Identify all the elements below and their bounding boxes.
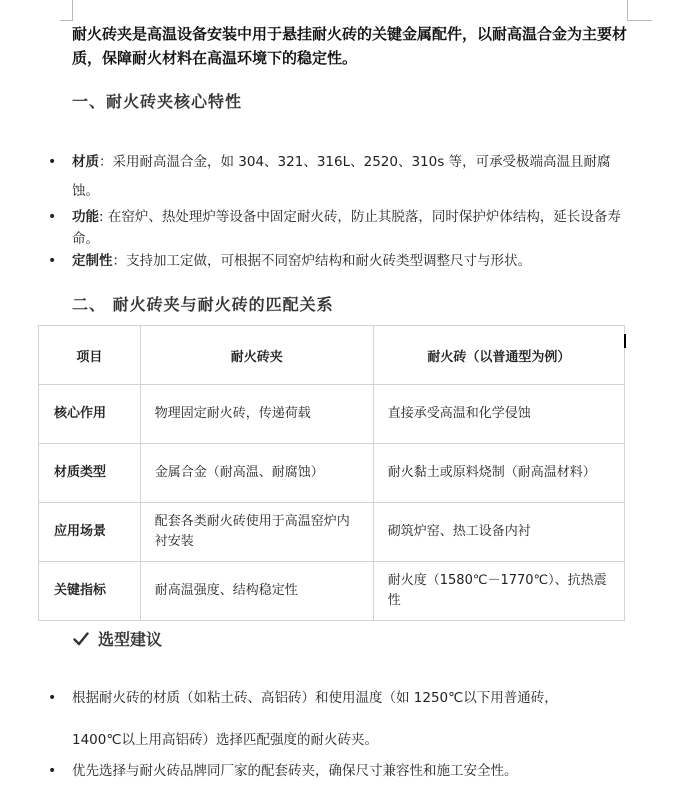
table-row (39, 562, 625, 621)
advice-heading[interactable] (72, 627, 162, 650)
check-icon (72, 630, 90, 648)
table-cell[interactable]: 砌筑炉窑、热工设备内衬 (373, 503, 624, 562)
table-cell[interactable]: 耐高温强度、结构稳定性 (140, 562, 373, 621)
margin-corner-mark-left (60, 0, 73, 21)
advice-title: 选型建议 (98, 630, 163, 649)
list-item[interactable] (44, 250, 634, 272)
list-item-term: 功能 (72, 209, 99, 225)
table-header-cell[interactable]: 项目 (39, 326, 141, 385)
list-item[interactable] (44, 760, 634, 782)
list-item-term: 定制性 (72, 253, 113, 269)
table-cell[interactable]: 耐火度（1580℃－1770℃）、抗热震性 (373, 562, 624, 621)
list-item-text: 根据耐火砖的材质（如粘土砖、高铝砖）和使用温度（如 1250℃以下用普通砖， (72, 690, 558, 706)
table-cell[interactable]: 物理固定耐火砖，传递荷载 (140, 385, 373, 444)
bullet-icon: • (48, 253, 57, 269)
list-item-text: 采用耐高温合金，如 304、321、316L、2520、310s 等，可承受极端高温且耐腐蚀。 (72, 154, 611, 199)
table-header-cell[interactable]: 耐火砖（以普通型为例） (373, 326, 624, 385)
list-item-separator: : (99, 209, 104, 225)
bullet-icon: • (48, 154, 57, 170)
advice-bullet-list (44, 685, 634, 782)
section2-heading[interactable]: 二、 耐火砖夹与耐火砖的匹配关系 (72, 295, 334, 314)
table-row-head[interactable]: 材质类型 (39, 444, 141, 503)
list-item[interactable] (44, 685, 634, 754)
margin-corner-mark-right (627, 0, 652, 21)
text-cursor (624, 334, 626, 348)
bullet-icon: • (48, 209, 57, 225)
list-item-term: 材质 (72, 154, 99, 170)
list-item-separator: ： (112, 253, 126, 269)
table-cell[interactable]: 金属合金（耐高温、耐腐蚀） (140, 444, 373, 503)
bullet-icon: • (48, 763, 57, 779)
table-header-row (39, 326, 625, 385)
table-row (39, 385, 625, 444)
section1-bullet-list (44, 148, 634, 272)
table-cell[interactable]: 耐火黏土或原料烧制（耐高温材料） (373, 444, 624, 503)
list-item[interactable] (44, 206, 634, 250)
table-row (39, 503, 625, 562)
table-header-cell[interactable]: 耐火砖夹 (140, 326, 373, 385)
list-item-text: 支持加工定做，可根据不同窑炉结构和耐火砖类型调整尺寸与形状。 (126, 253, 531, 269)
list-item-text: 在窑炉、热处理炉等设备中固定耐火砖，防止其脱落，同时保护炉体结构，延长设备寿命。 (72, 209, 621, 247)
table-row-head[interactable]: 核心作用 (39, 385, 141, 444)
list-item-separator: ： (99, 154, 113, 170)
matching-table[interactable] (38, 325, 625, 621)
intro-paragraph[interactable]: 耐火砖夹是高温设备安装中用于悬挂耐火砖的关键金属配件，以耐高温合金为主要材质，保障耐火材料在高温环境下的稳定性。 (72, 25, 628, 67)
table-cell[interactable]: 直接承受高温和化学侵蚀 (373, 385, 624, 444)
table-row-head[interactable]: 关键指标 (39, 562, 141, 621)
list-item-text-continued: 1400℃以上用高铝砖）选择匹配强度的耐火砖夹。 (72, 732, 379, 748)
list-item[interactable] (44, 148, 634, 206)
section1-heading[interactable]: 一、耐火砖夹核心特性 (72, 92, 243, 111)
table-cell[interactable]: 配套各类耐火砖使用于高温窑炉内衬安装 (140, 503, 373, 562)
bullet-icon: • (48, 690, 57, 706)
table-row-head[interactable]: 应用场景 (39, 503, 141, 562)
table-row (39, 444, 625, 503)
list-item-text: 优先选择与耐火砖品牌同厂家的配套砖夹，确保尺寸兼容性和施工安全性。 (72, 763, 518, 779)
